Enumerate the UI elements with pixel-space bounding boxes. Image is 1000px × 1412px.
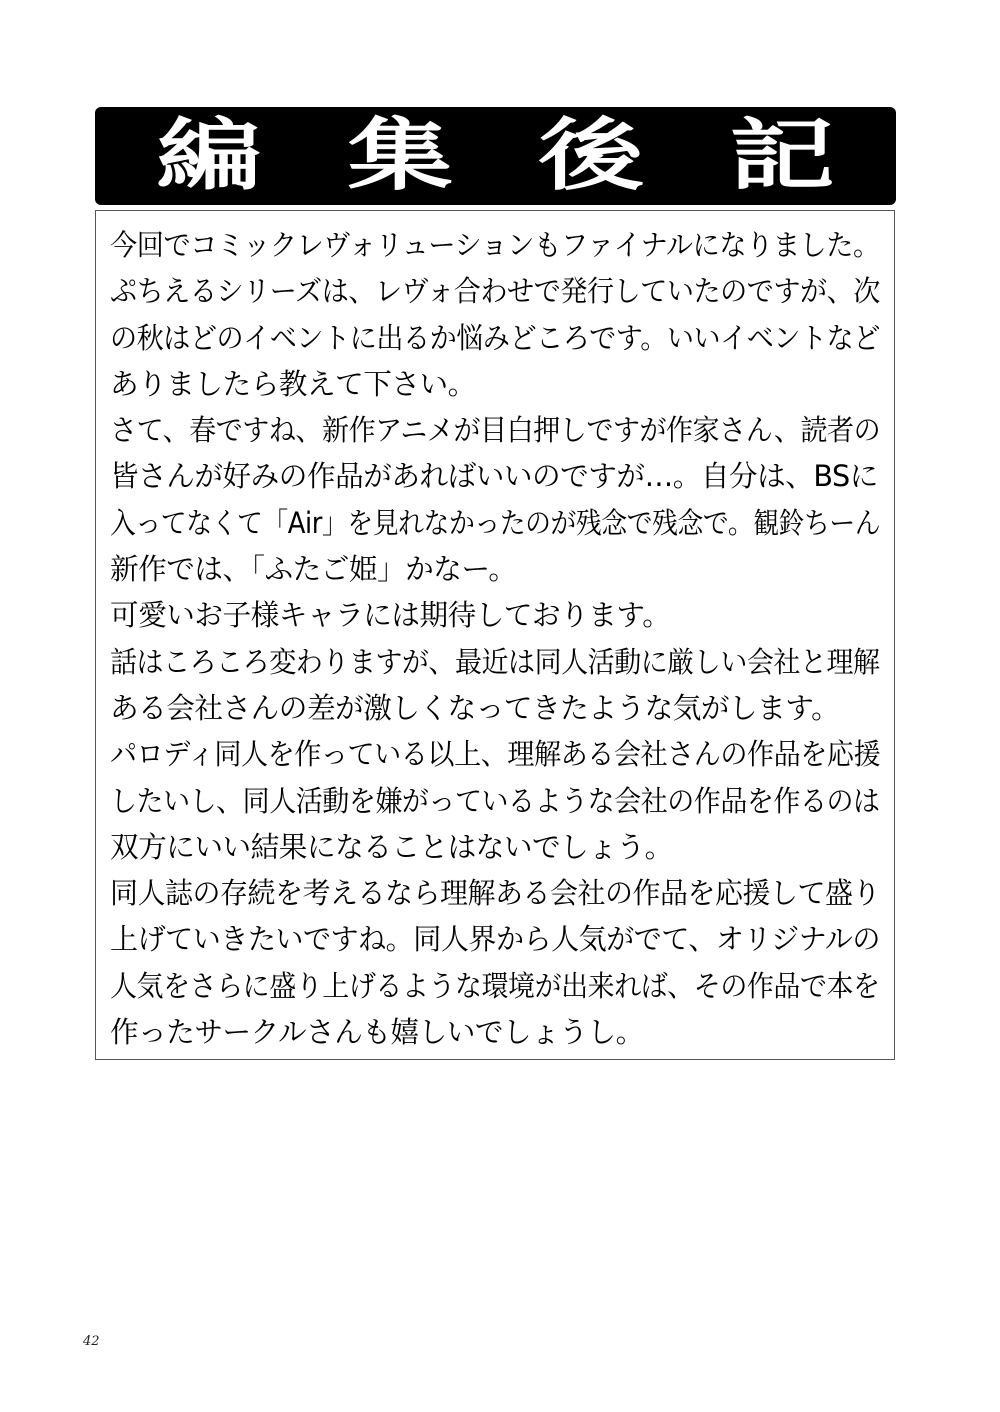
title-banner (95, 107, 896, 205)
body-line: ある会社さんの差が激しくなってきたような気がします。 (110, 690, 840, 725)
body-line: 可愛いお子様キャラには期待しております。 (110, 598, 671, 633)
page-number: 42 (83, 1334, 100, 1349)
body-line: 人気をさらに盛り上げるような環境が出来れば、その作品で本を (110, 968, 880, 1003)
body-line: パロディ同人を作っている以上、理解ある会社さんの作品を応援 (110, 737, 881, 772)
body-line: 作ったサークルさんも嬉しいでしょうし。 (110, 1015, 644, 1050)
body-line: 双方にいい結果になることはないでしょう。 (110, 829, 673, 864)
body-line: ぷちえるシリーズは、レヴォ合わせで発行していたのですが、次 (110, 274, 880, 309)
body-line: 上げていきたいですね。同人界から人気がでて、オリジナルの (110, 922, 880, 957)
body-line: 新作では、「ふたご姫」かなー。 (110, 552, 517, 587)
body-line: 入ってなくて「Air」を見れなかったのが残念で残念で。観鈴ちーん (110, 505, 881, 540)
body-line: 同人誌の存続を考えるなら理解ある会社の作品を応援して盛り (110, 876, 881, 911)
body-line: ありましたら教えて下さい。 (110, 366, 476, 401)
body-line: 今回でコミックレヴォリューションもファイナルになりました。 (110, 228, 880, 262)
title-char-1: 編 (155, 111, 262, 201)
body-line: さて、春ですね、新作アニメが目白押しですが作家さん、読者の (110, 413, 881, 448)
body-line: の秋はどのイベントに出るか悩みどころです。いいイベントなど (110, 320, 880, 355)
body-line: したいし、同人活動を嫌がっているような会社の作品を作るのは (110, 783, 880, 818)
body-text (110, 222, 890, 1055)
title-char-3: 後 (538, 111, 644, 201)
body-line: 皆さんが好みの作品があればいいのですが…。自分は、BSに (110, 459, 878, 494)
title-char-4: 記 (729, 111, 836, 201)
body-line: 話はころころ変わりますが、最近は同人活動に厳しい会社と理解 (110, 644, 880, 679)
title-char-2: 集 (347, 111, 453, 201)
